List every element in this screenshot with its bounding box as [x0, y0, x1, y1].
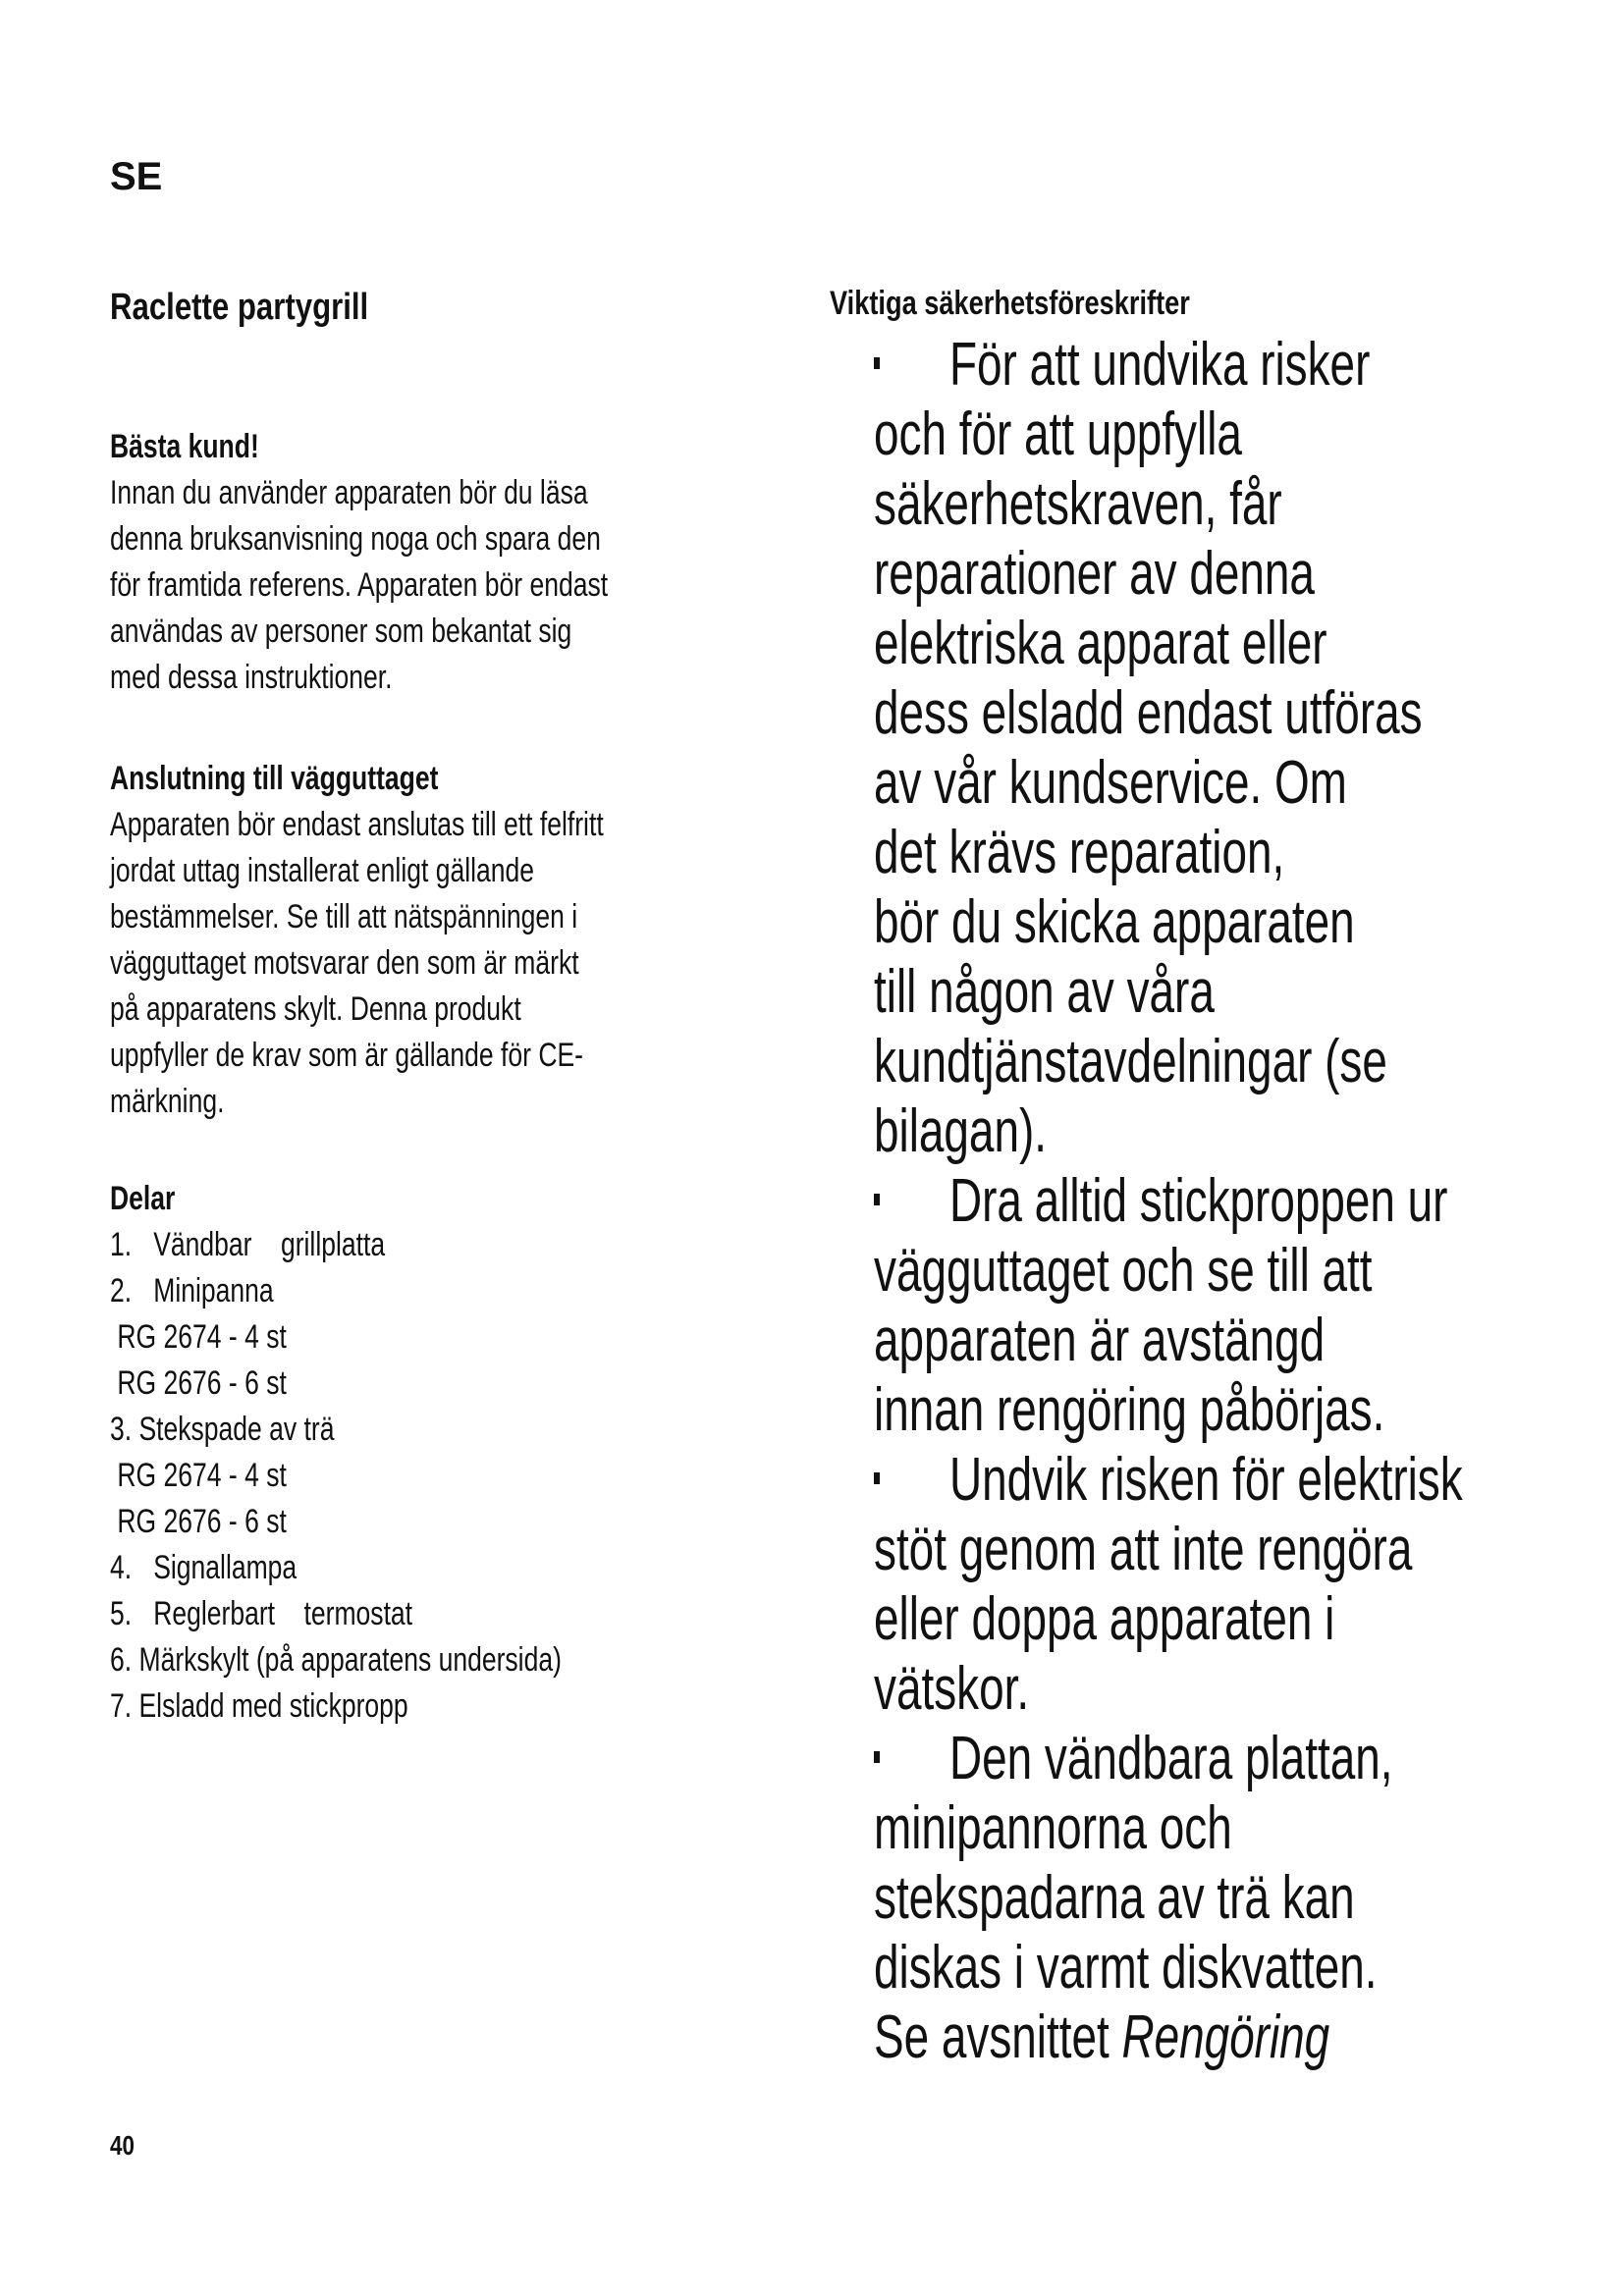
parts-list-item: 2. Minipanna [110, 1272, 274, 1309]
safety-line: eller doppa apparaten i [874, 1585, 1335, 1653]
connection-line: jordat uttag installerat enligt gällande [110, 852, 534, 889]
safety-line: dess elsladd endast utföras [874, 679, 1423, 747]
connection-line: vägguttaget motsvarar den som är märkt [110, 944, 579, 982]
safety-line: apparaten är avstängd [874, 1307, 1326, 1374]
safety-line: bilagan). [874, 1097, 1047, 1165]
safety-heading-text: Viktiga säkerhetsföreskrifter [830, 285, 1190, 322]
parts-list-item: 3. Stekspade av trä [110, 1411, 335, 1448]
safety-item [874, 1445, 1561, 1724]
language-code: SE [110, 155, 163, 198]
safety-line: Undvik risken för elektrisk [949, 1446, 1463, 1514]
safety-line: säkerhetskraven, får [874, 470, 1282, 538]
connection-line: Apparaten bör endast anslutas till ett felfritt [110, 806, 604, 843]
parts-section [110, 1176, 797, 1730]
safety-line: För att undvika risker [949, 331, 1371, 399]
greeting-line: med dessa instruktioner. [110, 659, 393, 696]
safety-line: vägguttaget och se till att [874, 1237, 1373, 1305]
safety-line: vätskor. [874, 1655, 1030, 1723]
safety-reference-prefix: Se avsnittet [874, 2003, 1122, 2071]
safety-line: stekspadarna av trä kan [874, 1864, 1355, 1932]
parts-list-item: RG 2676 - 6 st [110, 1364, 287, 1402]
safety-item [874, 330, 1561, 1166]
connection-line: på apparatens skylt. Denna produkt [110, 990, 521, 1028]
safety-line: av vår kundservice. Om [874, 749, 1347, 817]
parts-list [110, 1222, 797, 1730]
greeting-line: Innan du använder apparaten bör du läsa [110, 474, 588, 511]
safety-line: stöt genom att inte rengöra [874, 1516, 1413, 1583]
greeting-line: användas av personer som bekantat sig [110, 613, 572, 650]
safety-item [874, 1724, 1561, 2072]
bullet-icon [874, 1751, 880, 1763]
parts-list-item: 6. Märkskylt (på apparatens undersida) [110, 1641, 562, 1679]
bullet-icon [874, 357, 880, 369]
page-number [110, 2130, 140, 2162]
safety-line: det krävs reparation, [874, 819, 1285, 886]
page-title-text: Raclette partygrill [110, 287, 369, 328]
parts-list-item: RG 2674 - 4 st [110, 1318, 287, 1356]
parts-list-item: 1. Vändbar grillplatta [110, 1226, 386, 1263]
bullet-icon [874, 1194, 880, 1205]
safety-line: diskas i varmt diskvatten. [874, 1934, 1378, 2002]
safety-line: Dra alltid stickproppen ur [949, 1167, 1448, 1235]
parts-list-item: 4. Signallampa [110, 1549, 298, 1586]
safety-reference-line [874, 2002, 1329, 2072]
greeting-heading: Bästa kund! [110, 428, 259, 465]
safety-line: till någon av våra [874, 958, 1215, 1026]
greeting-line: denna bruksanvisning noga och spara den [110, 520, 601, 558]
parts-list-item: 7. Elsladd med stickpropp [110, 1687, 408, 1725]
connection-heading: Anslutning till vägguttaget [110, 760, 439, 797]
parts-list-item: 5. Reglerbart termostat [110, 1595, 413, 1632]
connection-line: uppfyller de krav som är gällande för CE- [110, 1037, 584, 1074]
connection-line: märkning. [110, 1083, 225, 1120]
parts-list-item: RG 2674 - 4 st [110, 1457, 287, 1494]
safety-line: bör du skicka apparaten [874, 888, 1355, 956]
safety-heading [830, 285, 1280, 323]
safety-item [874, 1166, 1561, 1445]
greeting-line: för framtida referens. Apparaten bör endast [110, 566, 609, 604]
safety-line: Den vändbara plattan, [949, 1725, 1393, 1792]
bullet-icon [874, 1472, 880, 1484]
parts-heading: Delar [110, 1180, 176, 1217]
cleaning-section-reference: Rengöring [1121, 2003, 1330, 2071]
page-title [110, 287, 425, 329]
safety-line: innan rengöring påbörjas. [874, 1376, 1385, 1444]
page-number-text: 40 [110, 2130, 135, 2161]
safety-line: kundtjänstavdelningar (se [874, 1028, 1387, 1095]
connection-section [110, 756, 797, 1125]
greeting-section [110, 424, 797, 701]
safety-list [874, 330, 1561, 2072]
safety-line: reparationer av denna [874, 540, 1315, 608]
safety-line: och för att uppfylla [874, 400, 1242, 468]
safety-line: minipannorna och [874, 1794, 1232, 1862]
safety-line: elektriska apparat eller [874, 610, 1327, 677]
parts-list-item: RG 2676 - 6 st [110, 1503, 287, 1540]
connection-line: bestämmelser. Se till att nätspänningen i [110, 898, 578, 935]
